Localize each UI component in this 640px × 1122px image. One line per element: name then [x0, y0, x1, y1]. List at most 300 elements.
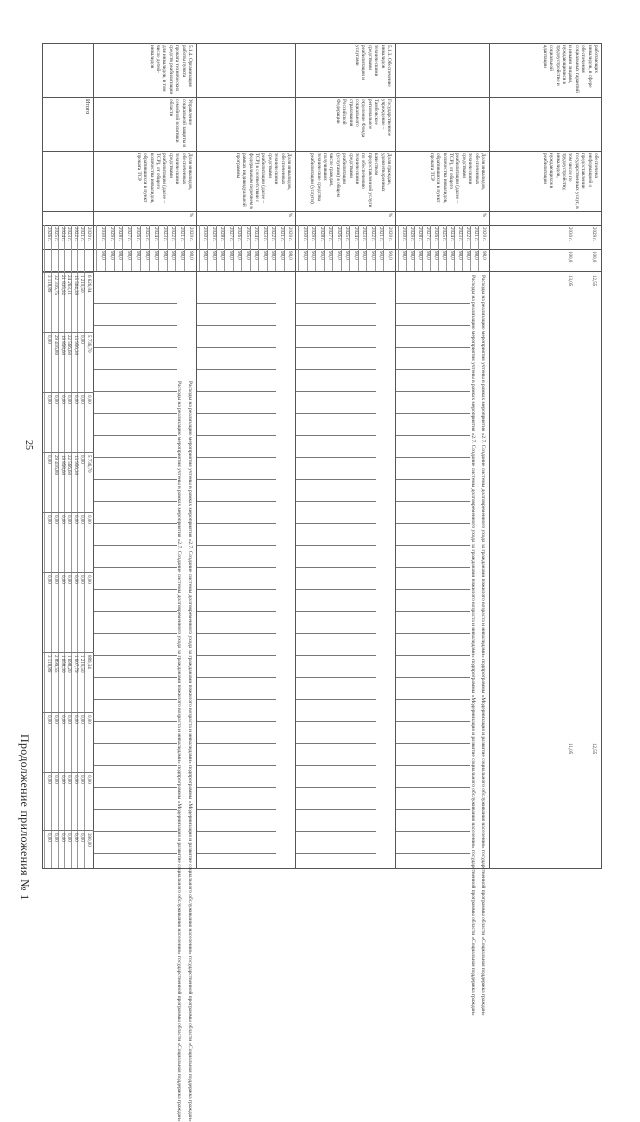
row-rule [478, 225, 479, 271]
unit-cell: % [287, 213, 292, 218]
year-cell: 2028 г. [117, 227, 123, 241]
total-value-cell: 0,00 [46, 335, 52, 344]
total-value-cell: 1 210,50 [79, 655, 85, 673]
year-cell: 2027 г. [126, 227, 132, 241]
year-cell: 2023 г. [161, 227, 167, 241]
column-rule [296, 809, 376, 810]
row-rule [140, 225, 141, 271]
column-rule [43, 830, 94, 831]
column-rule [94, 391, 177, 392]
column-rule [396, 435, 470, 436]
total-year-cell: 2020 г. [86, 227, 91, 241]
year-cell: 2022 г. [270, 227, 276, 241]
column-rule [396, 699, 470, 700]
column-rule [94, 655, 177, 656]
value-cell: 98,0 [409, 251, 414, 260]
total-value-cell: 0,00 [86, 575, 91, 584]
column-rule [197, 765, 276, 766]
col-border [42, 868, 602, 869]
row-rule [349, 225, 350, 271]
total-value-cell: 2 899,55 [53, 655, 58, 673]
value-cell: 90,0 [352, 251, 358, 260]
row-rule [241, 225, 242, 271]
row-rule [438, 225, 439, 271]
year-cell: 2022 г. [369, 227, 375, 241]
column-rule [197, 391, 276, 392]
total-value-cell: 13 956,30 [72, 335, 78, 355]
column-rule [296, 347, 376, 348]
column-rule [197, 545, 276, 546]
column-rule [296, 589, 376, 590]
column-rule [43, 512, 94, 513]
indicator-description: обеспечена информацией о предоставлении государственных услуг, в том числе по трудоустройству, инвалидов, нуждающихся в реабилитации [541, 153, 599, 209]
column-rule [94, 787, 177, 788]
row-rule [324, 225, 325, 271]
row-rule [341, 225, 342, 271]
total-value-cell: 0,00 [66, 515, 72, 524]
column-rule [197, 831, 276, 832]
value-cell: 98,0 [179, 251, 185, 260]
column-rule [94, 501, 177, 502]
row-divider [196, 43, 197, 869]
value-cell: 98,0 [401, 251, 406, 260]
total-value-cell: 13 956,30 [72, 455, 78, 475]
column-rule [94, 853, 177, 854]
column-rule [197, 677, 276, 678]
column-rule [43, 332, 94, 333]
total-value-cell: 0,00 [59, 395, 65, 404]
total-value-cell: 19 858,60 [59, 335, 65, 355]
total-value-cell: 3 118,89 [46, 655, 52, 673]
column-rule [296, 853, 376, 854]
year-cell: 2026 г. [236, 227, 242, 241]
value-cell: 98,0 [152, 251, 158, 260]
col-border [42, 43, 602, 44]
column-rule [94, 721, 177, 722]
column-rule [396, 611, 470, 612]
column-rule [296, 303, 376, 304]
column-rule [94, 413, 177, 414]
total-value-cell: 0,00 [79, 395, 85, 404]
year-cell: 2029 г. [409, 227, 414, 241]
column-rule [396, 677, 470, 678]
column-rule [94, 347, 177, 348]
total-value-cell: 3 118,89 [46, 275, 52, 293]
column-rule [396, 787, 470, 788]
value-cell: 90,0 [369, 251, 375, 260]
row-rule [383, 225, 384, 271]
row-rule [307, 225, 308, 271]
column-rule [296, 523, 376, 524]
value-cell: 98,0 [210, 251, 216, 260]
total-value-cell: 0,00 [46, 455, 52, 464]
year-cell: 2023 г. [361, 227, 367, 241]
column-rule [396, 633, 470, 634]
column-rule [296, 501, 376, 502]
column-rule [296, 765, 376, 766]
row-rule [175, 225, 176, 271]
total-value-cell: 0,00 [46, 575, 52, 584]
executor: Управление социальной защиты и семейной политики области [167, 99, 193, 148]
column-rule [197, 325, 276, 326]
column-rule [94, 567, 177, 568]
year-cell: 2030 г. [301, 227, 307, 241]
row-rule [184, 225, 185, 271]
table-top-border [601, 43, 602, 869]
total-value-cell: 15 564,39 [72, 275, 78, 295]
row-rule [96, 225, 97, 271]
column-rule [94, 765, 177, 766]
total-value-cell: 0,00 [66, 395, 72, 404]
total-label: Итого [84, 99, 90, 115]
total-value-cell: 0,00 [59, 715, 65, 724]
column-rule [396, 853, 470, 854]
value-cell: 98,0 [117, 251, 123, 260]
row-rule [398, 225, 399, 271]
row-rule [284, 225, 285, 271]
column-rule [197, 743, 276, 744]
row-rule [122, 225, 123, 271]
total-value-cell: 29 416,80 [53, 335, 58, 355]
column-rule [296, 325, 376, 326]
column-rule [197, 435, 276, 436]
year-cell: 2029 г. [591, 227, 596, 241]
row-divider [489, 43, 490, 869]
total-value-cell: 24 263,11 [66, 275, 72, 295]
value-cell: 90,0 [318, 251, 324, 260]
year-cell: 2026 г. [335, 227, 341, 241]
value-cell: 98,0 [219, 251, 225, 260]
value-cell: 98,0 [270, 251, 276, 260]
year-cell: 2026 г. [135, 227, 141, 241]
executor: Государственное учреждение – Тамбовское региональное отделение Фонда социального страхования Российской Федерации [334, 99, 392, 138]
year-cell: 2027 г. [227, 227, 233, 241]
unit-cell: % [188, 213, 193, 218]
value-cell: 90,0 [378, 251, 384, 260]
year-cell: 2024 г. [449, 227, 454, 241]
total-value-cell: 0,00 [86, 715, 91, 724]
total-value-cell: 0,00 [72, 775, 78, 784]
row-rule [258, 225, 259, 271]
row-divider [395, 43, 396, 869]
column-rule [197, 809, 276, 810]
value-cell: 98,0 [236, 251, 242, 260]
column-rule [396, 655, 470, 656]
column-rule [296, 457, 376, 458]
column-rule [94, 545, 177, 546]
column-rule [396, 325, 470, 326]
row-rule [430, 225, 431, 271]
value-cell: 98,0 [417, 251, 422, 260]
total-value-cell: 0,00 [72, 395, 78, 404]
column-rule [396, 369, 470, 370]
total-value-cell: 0,00 [59, 775, 65, 784]
value-cell: 98,0 [161, 251, 167, 260]
column-rule [197, 633, 276, 634]
column-rule [296, 369, 376, 370]
year-cell: 2024 г. [152, 227, 158, 241]
measure-description: работающих инвалидов, в сфере обеспечения социальных гарантий и иными лицами, нуждающимися в трудоустройстве и социальной адаптации [541, 45, 599, 93]
year-cell: 2025 г. [143, 227, 149, 241]
value-cell: 100,0 [591, 251, 596, 263]
value-cell: 98,0 [108, 251, 114, 260]
year-cell: 2020 г. [287, 227, 292, 241]
column-rule [296, 699, 376, 700]
total-value-cell: 0,00 [79, 515, 85, 524]
year-cell: 2030 г. [202, 227, 208, 241]
total-value-cell: 0,00 [59, 515, 65, 524]
column-rule [396, 589, 470, 590]
column-rule [94, 457, 177, 458]
year-cell: 2021 г. [378, 227, 384, 241]
row-rule [250, 225, 251, 271]
year-cell: 2020 г. [387, 227, 392, 241]
column-rule [396, 721, 470, 722]
column-rule [396, 391, 470, 392]
total-year-cell: 2023 г. [66, 227, 72, 241]
year-cell: 2025 г. [344, 227, 350, 241]
column-rule [197, 655, 276, 656]
value-cell: 90,0 [335, 251, 341, 260]
column-rule [43, 392, 94, 393]
total-value-cell: 6 626,04 [86, 275, 91, 293]
column-rule [396, 501, 470, 502]
total-year-cell: 2022 г. [72, 227, 78, 241]
row-rule [446, 225, 447, 271]
row-rule [358, 225, 359, 271]
value-cell: 98,0 [202, 251, 208, 260]
total-value-cell: 0,00 [79, 335, 85, 344]
column-rule [197, 611, 276, 612]
row-rule [332, 225, 333, 271]
row-rule [216, 225, 217, 271]
year-cell: 2027 г. [327, 227, 333, 241]
row-rule [114, 225, 115, 271]
total-value-cell: 0,00 [79, 575, 85, 584]
total-value-cell: 0,00 [59, 833, 65, 842]
year-cell: 2027 г. [425, 227, 430, 241]
column-rule [296, 391, 376, 392]
row-rule [298, 225, 299, 271]
column-rule [94, 589, 177, 590]
column-rule [43, 772, 94, 773]
total-value-cell: 0,00 [53, 833, 58, 842]
column-rule [197, 347, 276, 348]
column-rule [197, 699, 276, 700]
total-year-cell: 2024 г. [59, 227, 65, 241]
column-rule [296, 545, 376, 546]
column-rule [396, 545, 470, 546]
year-cell: 2021 г. [179, 227, 185, 241]
total-value-cell: 0,00 [72, 833, 78, 842]
total-value-cell: 1 698,20 [66, 655, 72, 673]
total-value-cell: 0,00 [86, 395, 91, 404]
total-value-cell: 22 566,60 [66, 335, 72, 355]
year-cell: 2023 г. [457, 227, 462, 241]
value-cell: 98,0 [253, 251, 259, 260]
row-rule [275, 225, 276, 271]
column-rule [197, 369, 276, 370]
total-value-cell: 21 835,92 [59, 275, 65, 295]
value-cell: 98,0 [99, 251, 105, 260]
measure-number: 5.1.4. Организация работы пункта проката технических средств реабилитации для инвалидов, в том числе детей-инвалидов [148, 45, 193, 95]
indicator-description: Доля инвалидов, обеспеченных техническими средствами реабилитации (далее – ТСР) в соответствии с федеральным перечнем в рамках индивидуальной программы [234, 153, 292, 209]
year-cell: 2025 г. [441, 227, 446, 241]
column-rule [197, 413, 276, 414]
total-value-cell: 5 736,70 [86, 335, 91, 353]
financing-note: Расходы на реализацию мероприятия учтены в рамках мероприятия «2.7. Создание системы долговременного ухода за гражданами пожилого возраста и инвалидами» подпрограммы «Модернизация и развитие социального обслуживания населения» государственной программы области «Социальная поддержка граждан» [176, 381, 182, 1122]
value-cell: 98,0 [473, 251, 478, 260]
total-year-cell: 2026 г. [46, 227, 52, 241]
column-rule [197, 853, 276, 854]
column-rule [197, 457, 276, 458]
row-rule [462, 225, 463, 271]
column-rule [396, 567, 470, 568]
column-rule [296, 655, 376, 656]
column-rule [396, 831, 470, 832]
column-rule [197, 787, 276, 788]
col-border [42, 97, 602, 98]
annex-title: Продолжение приложения № 1 [18, 734, 32, 901]
year-cell: 2026 г. [433, 227, 438, 241]
total-value-cell: 0,00 [79, 775, 85, 784]
year-cell: 2029 г. [310, 227, 316, 241]
column-rule [197, 479, 276, 480]
value-cell: 98,0 [143, 251, 149, 260]
value-cell: 98,0 [227, 251, 233, 260]
column-rule [296, 413, 376, 414]
financing-note: Расходы на реализацию мероприятия учтены в рамках мероприятия «2.7. Создание системы долговременного ухода за гражданами пожилого возраста и инвалидами» подпрограммы «Модернизация и развитие социального обслуживания населения» государственной программы области «Социальная поддержка граждан» [470, 275, 476, 1016]
year-cell: 2021 г. [278, 227, 284, 241]
total-value-cell: 1 607,79 [72, 655, 78, 673]
column-rule [94, 325, 177, 326]
indicator-description: Доля инвалидов, обеспеченных техническими средствами реабилитации (далее – ТСР), от общего количества инвалидов, обратившихся в пункт проката ТСР [428, 153, 486, 204]
column-rule [197, 589, 276, 590]
row-rule [414, 225, 415, 271]
total-value-cell: 0,00 [79, 715, 85, 724]
total-value-cell: 0,00 [53, 575, 58, 584]
total-value-cell: 390,00 [86, 833, 91, 847]
total-year-cell: 2021 г. [79, 227, 85, 241]
column-rule [296, 831, 376, 832]
value-cell: 12,55 [591, 743, 596, 755]
total-value-cell: 889,34 [86, 655, 91, 669]
year-cell: 2024 г. [253, 227, 259, 241]
value-cell: 98,0 [449, 251, 454, 260]
total-value-cell: 0,00 [66, 775, 72, 784]
total-value-cell: 0,00 [46, 395, 52, 404]
column-rule [396, 765, 470, 766]
total-value-cell: 32 316,75 [53, 275, 58, 295]
total-value-cell: 0,00 [72, 715, 78, 724]
year-cell: 2020 г. [481, 227, 486, 241]
row-divider [295, 43, 296, 869]
column-rule [296, 677, 376, 678]
row-rule [207, 225, 208, 271]
total-value-cell: 19 858,60 [59, 455, 65, 475]
value-cell: 13,05 [567, 275, 572, 287]
column-rule [43, 272, 94, 273]
total-value-cell: 0,00 [59, 575, 65, 584]
column-rule [43, 452, 94, 453]
value-cell: 90,0 [301, 251, 307, 260]
value-cell: 98,0 [135, 251, 141, 260]
value-cell: 98,0 [261, 251, 267, 260]
column-rule [296, 743, 376, 744]
value-cell: 90,0 [361, 251, 367, 260]
column-rule [197, 567, 276, 568]
column-rule [396, 413, 470, 414]
column-rule [296, 721, 376, 722]
column-rule [396, 523, 470, 524]
column-rule [197, 523, 276, 524]
measure-number: 5.1.3. Обеспечение инвалидов техническими средствами реабилитации и услугами [353, 45, 392, 87]
year-cell: 2022 г. [170, 227, 176, 241]
financing-note: Расходы на реализацию мероприятия учтены в рамках мероприятия «2.7. Создание системы долговременного ухода за гражданами пожилого возраста и инвалидами» подпрограммы «Модернизация и развитие социального обслуживания населения» государственной программы области «Социальная поддержка граждан» [187, 381, 193, 1122]
row-rule [454, 225, 455, 271]
total-value-cell: 0,00 [66, 833, 72, 842]
value-cell: 98,0 [244, 251, 250, 260]
row-rule [131, 225, 132, 271]
row-rule [406, 225, 407, 271]
value-cell: 90,0 [310, 251, 316, 260]
value-cell: 98,0 [188, 251, 193, 260]
year-cell: 2025 г. [244, 227, 250, 241]
total-value-cell: 0,00 [66, 715, 72, 724]
column-rule [296, 435, 376, 436]
row-rule [105, 225, 106, 271]
column-rule [94, 523, 177, 524]
year-cell: 2030 г. [99, 227, 105, 241]
column-rule [94, 809, 177, 810]
column-rule [296, 633, 376, 634]
year-cell: 2028 г. [219, 227, 225, 241]
total-value-cell: 0,00 [72, 515, 78, 524]
year-cell: 2023 г. [261, 227, 267, 241]
total-value-cell: 22 566,60 [66, 455, 72, 475]
value-cell: 100,0 [567, 251, 572, 263]
value-cell: 98,0 [425, 251, 430, 260]
row-rule [470, 225, 471, 271]
value-cell: 98,0 [457, 251, 462, 260]
row-rule [199, 225, 200, 271]
value-cell: 90,0 [387, 251, 392, 260]
value-cell: 98,0 [287, 251, 292, 260]
total-value-cell: 0,00 [53, 395, 58, 404]
total-value-cell: 0,00 [46, 515, 52, 524]
value-cell: 98,0 [481, 251, 486, 260]
row-rule [149, 225, 150, 271]
total-value-cell: 0,00 [53, 515, 58, 524]
total-value-cell: 0,00 [86, 515, 91, 524]
column-rule [296, 611, 376, 612]
column-rule [296, 787, 376, 788]
row-rule [375, 225, 376, 271]
data-table [42, 43, 602, 1122]
row-rule [422, 225, 423, 271]
column-rule [296, 567, 376, 568]
total-value-cell: 29 416,80 [53, 455, 58, 475]
total-value-cell: 0,00 [46, 715, 52, 724]
year-cell: 2030 г. [567, 227, 572, 241]
row-rule [224, 225, 225, 271]
column-rule [94, 303, 177, 304]
row-rule [267, 225, 268, 271]
column-rule [43, 652, 94, 653]
financing-note: Расходы на реализацию мероприятия учтены в рамках мероприятия «2.7. Создание системы долговременного ухода за гражданами пожилого возраста и инвалидами» подпрограммы «Модернизация и развитие социального обслуживания населения» государственной программы области «Социальная поддержка граждан» [480, 275, 486, 1016]
total-value-cell: 5 736,70 [86, 455, 91, 473]
row-rule [158, 225, 159, 271]
